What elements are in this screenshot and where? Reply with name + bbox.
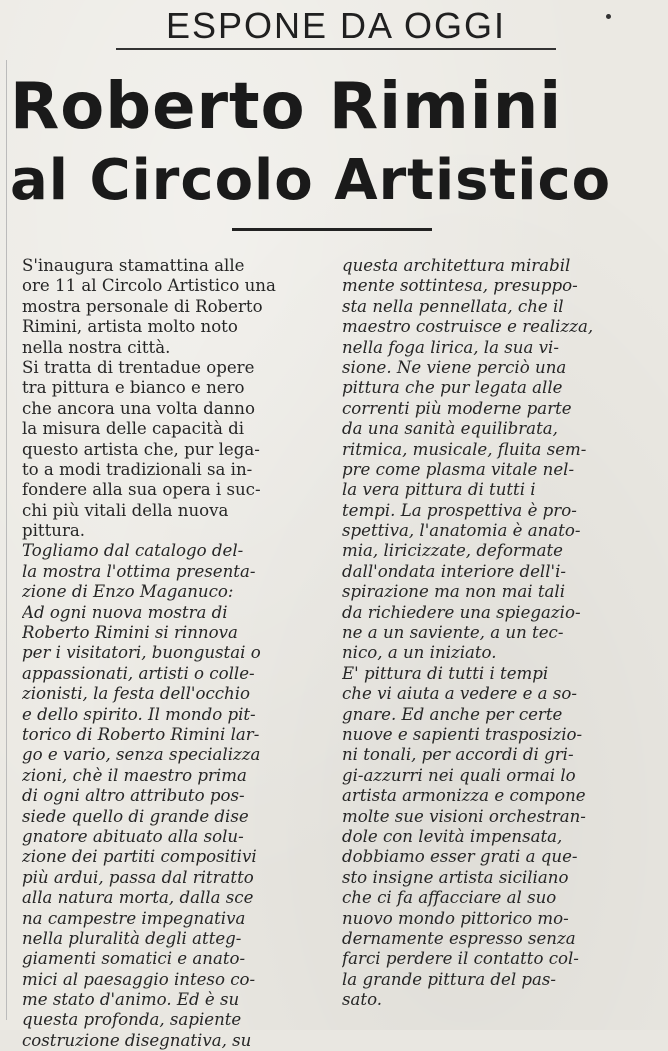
headline-line-2: al Circolo Artistico	[10, 148, 612, 213]
article-line: nella foga lirica, la sua vi-	[342, 337, 559, 357]
article-line: spettiva, l'anatomia è anato-	[342, 521, 581, 541]
article-line: gi-azzurri nei quali ormai lo	[342, 765, 576, 785]
article-line: Si tratta di trentadue opere	[22, 357, 255, 377]
article-line: farci perdere il contatto col-	[342, 949, 579, 969]
article-line: nuove e sapienti trasposizio-	[342, 724, 583, 744]
headline-rule	[232, 228, 432, 231]
column-border	[6, 60, 7, 1020]
article-line: sato.	[342, 990, 383, 1010]
article-line: S'inaugura stamattina alle	[22, 256, 245, 275]
article-line: pittura che pur legata alle	[342, 378, 563, 398]
article-line: gnare. Ed anche per certe	[342, 704, 563, 724]
article-line: la misura delle capacità di	[22, 419, 245, 439]
article-line: questo artista che, pur lega-	[22, 439, 260, 459]
article-line: e dello spirito. Il mondo pit-	[22, 704, 256, 724]
article-line: zione dei partiti compositivi	[22, 847, 257, 867]
article-line: zione di Enzo Maganuco:	[22, 582, 234, 602]
article-line: Togliamo dal catalogo del-	[22, 541, 244, 561]
article-line: Roberto Rimini si rinnova	[22, 623, 238, 643]
article-line: maestro costruisce e realizza,	[342, 317, 594, 337]
article-column-right	[342, 256, 662, 1010]
article-line: sione. Ne viene perciò una	[342, 357, 567, 377]
article-line: la mostra l'ottima presenta-	[22, 561, 256, 581]
article-line: dobbiamo esser grati a que-	[342, 847, 578, 867]
article-line: giamenti somatici e anato-	[22, 949, 246, 969]
article-line: che ci fa affacciare al suo	[342, 888, 557, 908]
article-line: sta nella pennellata, che il	[342, 296, 564, 316]
article-line: di ogni altro attributo pos-	[22, 786, 245, 806]
article-line: mici al paesaggio inteso co-	[22, 969, 256, 989]
article-line: mente sottintesa, presuppo-	[342, 276, 578, 296]
article-line: nella pluralità degli atteg-	[22, 928, 242, 948]
article-line: na campestre impegnativa	[22, 908, 246, 928]
article-line: to a modi tradizionali sa in-	[22, 459, 253, 479]
article-line: me stato d'animo. Ed è su	[22, 990, 240, 1010]
article-line: ritmica, musicale, fluita sem-	[342, 439, 587, 459]
article-line: E' pittura di tutti i tempi	[342, 663, 549, 683]
article-line: Rimini, artista molto noto	[22, 317, 238, 337]
article-line: spirazione ma non mai tali	[342, 582, 566, 602]
article-line: dernamente espresso senza	[342, 928, 576, 948]
article-line: ne a un saviente, a un tec-	[342, 623, 564, 643]
article-line: che vi aiuta a vedere e a so-	[342, 684, 577, 704]
kicker-underline	[116, 48, 556, 50]
article-line: tempi. La prospettiva è pro-	[342, 500, 577, 520]
article-line: appassionati, artisti o colle-	[22, 663, 255, 683]
article-line: zionisti, la festa dell'occhio	[22, 684, 251, 704]
article-line: dole con levità impensata,	[342, 826, 563, 846]
article-line: artista armonizza e compone	[342, 786, 586, 806]
article-line: la grande pittura del pas-	[342, 969, 557, 989]
article-line: mia, liricizzate, deformate	[342, 541, 563, 561]
article-line: mostra personale di Roberto	[22, 296, 263, 316]
article-line: fondere alla sua opera i suc-	[22, 480, 261, 500]
article-line: siede quello di grande dise	[22, 806, 249, 826]
article-line: nico, a un iniziato.	[342, 643, 497, 663]
article-column-left	[22, 256, 324, 1051]
article-line: molte sue visioni orchestran-	[342, 806, 586, 826]
article-line: questa architettura mirabil	[342, 256, 571, 275]
article-line: pre come plasma vitale nel-	[342, 459, 575, 479]
article-line: più ardui, passa dal ritratto	[22, 867, 254, 887]
article-line: la vera pittura di tutti i	[342, 480, 536, 500]
article-line: pittura.	[22, 521, 86, 541]
article-line: da una sanità equilibrata,	[342, 419, 558, 439]
article-line: chi più vitali della nuova	[22, 500, 229, 520]
kicker-heading: ESPONE DA OGGI	[165, 5, 507, 46]
article-line: nella nostra città.	[22, 337, 171, 357]
article-line: ni tonali, per accordi di gri-	[342, 745, 574, 765]
article-line: go e vario, senza specializza	[22, 745, 261, 765]
article-line: per i visitatori, buongustai o	[22, 643, 261, 663]
article-line: correnti più moderne parte	[342, 398, 572, 418]
article-line: sto insigne artista siciliano	[342, 867, 569, 887]
article-line: che ancora una volta danno	[22, 398, 255, 418]
article-line: torico di Roberto Rimini lar-	[22, 724, 260, 744]
print-dot	[606, 14, 611, 19]
article-line: costruzione disegnativa, su	[22, 1030, 252, 1050]
article-line: ore 11 al Circolo Artistico una	[22, 276, 276, 296]
article-line: zioni, chè il maestro prima	[22, 765, 247, 785]
article-line: gnatore abituato alla solu-	[22, 826, 244, 846]
article-line: da richiedere una spiegazio-	[342, 602, 581, 622]
article-line: alla natura morta, dalla sce	[22, 888, 254, 908]
headline-line-1: Roberto Rimini	[10, 70, 563, 144]
article-line: dall'ondata interiore dell'i-	[342, 561, 566, 581]
article-line: nuovo mondo pittorico mo-	[342, 908, 569, 928]
article-line: tra pittura e bianco e nero	[22, 378, 245, 398]
article-line: questa profonda, sapiente	[22, 1010, 242, 1030]
article-line: Ad ogni nuova mostra di	[22, 602, 228, 622]
